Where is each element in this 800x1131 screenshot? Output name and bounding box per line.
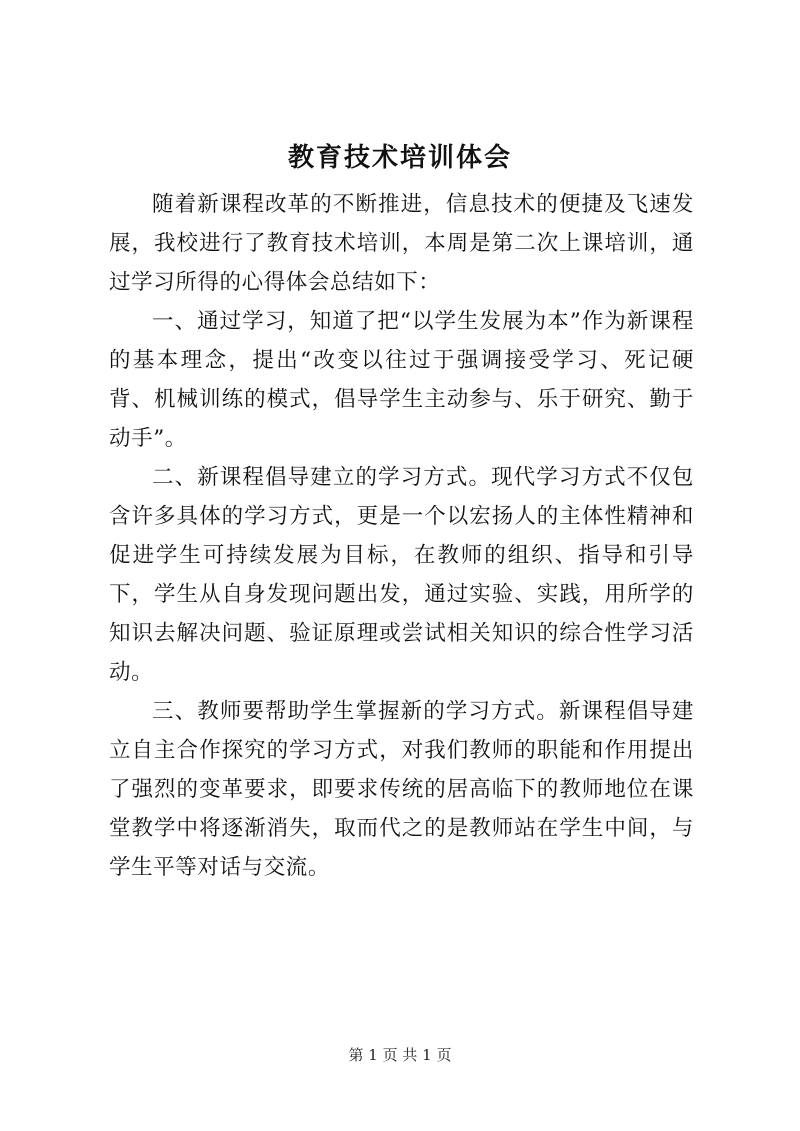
document-title: 教育技术培训体会 xyxy=(287,143,512,173)
page-footer: 第 1 页 共 1 页 xyxy=(348,1046,452,1064)
paragraph-point-three: 三、教师要帮助学生掌握新的学习方式。新课程倡导建立自主合作探究的学习方式，对我们教师的职能和作用提出了强烈的变革要求，即要求传统的居高临下的教师地位在课堂教学中将逐渐消失，取而代之的是教师站在学生中间，与学生平等对话与交流。 xyxy=(109,699,694,880)
paragraph-point-two: 二、新课程倡导建立的学习方式。现代学习方式不仅包含许多具体的学习方式，更是一个以宏扬人的主体性精神和促进学生可持续发展为目标，在教师的组织、指导和引导下，学生从自身发现问题出发，通过实验、实践，用所学的知识去解决问题、验证原理或尝试相关知识的综合性学习活动。 xyxy=(109,465,694,685)
paragraph-point-one: 一、通过学习，知道了把“以学生发展为本”作为新课程的基本理念，提出“改变以往过于强调接受学习、死记硬背、机械训练的模式，倡导学生主动参与、乐于研究、勤于动手”。 xyxy=(109,309,694,451)
document-body xyxy=(109,185,694,887)
paragraph-intro: 随着新课程改革的不断推进，信息技术的便捷及飞速发展，我校进行了教育技术培训，本周是第二次上课培训，通过学习所得的心得体会总结如下： xyxy=(109,192,694,295)
